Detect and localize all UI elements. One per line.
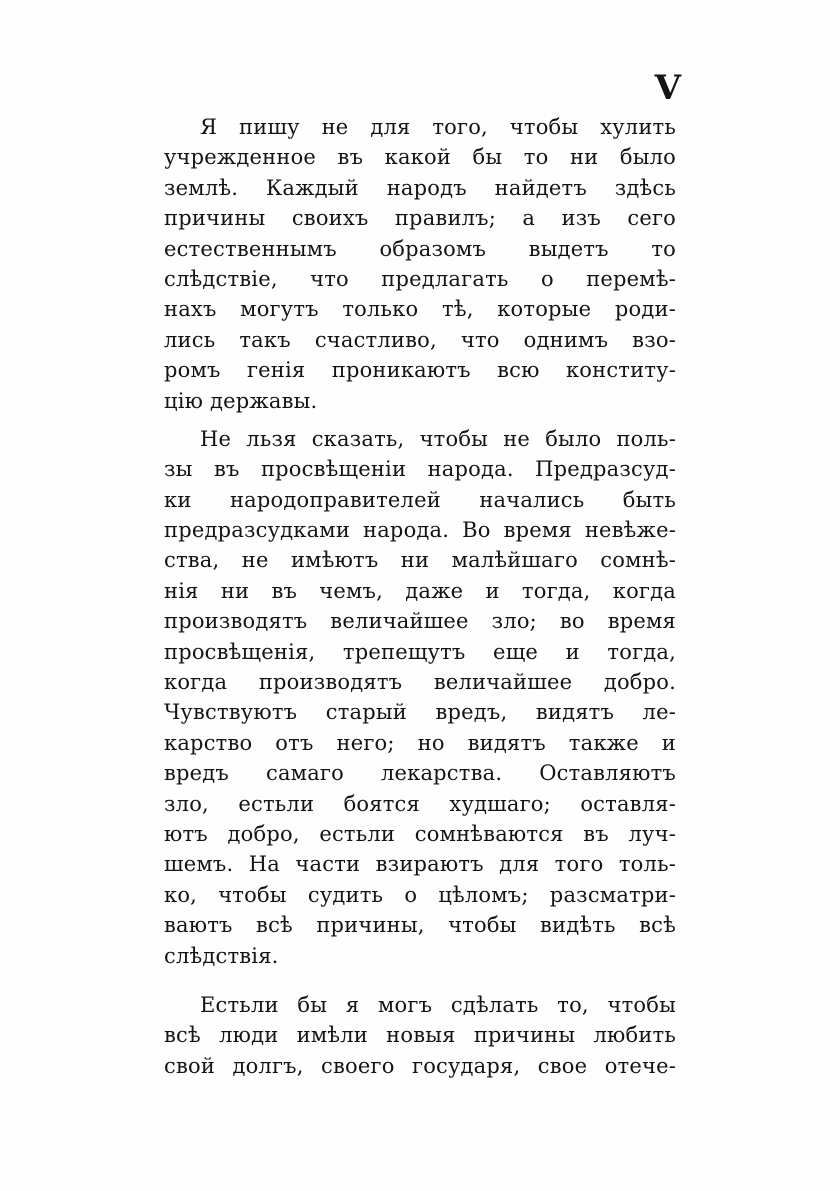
text-line: всѣ люди имѣли новыя причины любить <box>164 1023 676 1048</box>
text-line: цію державы. <box>164 388 318 413</box>
text-line: свой долгъ, своего государя, свое отече- <box>164 1053 676 1078</box>
text-line: Естьли бы я могъ сдѣлать то, чтобы <box>200 992 676 1017</box>
page-number: V <box>654 68 681 108</box>
text-line: ки народоправителей начались быть <box>164 487 676 512</box>
text-line: вредъ самаго лекарства. Оставляютъ <box>164 761 676 786</box>
text-line: ства, не имѣютъ ни малѣйшаго сомнѣ- <box>164 548 676 573</box>
text-line: просвѣщенія, трепещутъ еще и тогда, <box>164 639 676 664</box>
text-line: причины своихъ правилъ; а изъ сего <box>164 206 676 231</box>
text-line: Не льзя сказать, чтобы не было поль- <box>200 426 676 451</box>
paragraph-3 <box>164 990 676 1081</box>
text-line: ко, чтобы судить о цѣломъ; разсматри- <box>164 882 676 907</box>
text-line: Я пишу не для того, чтобы хулить <box>200 115 676 139</box>
text-line: зы въ просвѣщеніи народа. Предразсуд- <box>164 457 676 482</box>
text-line: ромъ генія проникаютъ всю конститу- <box>164 358 676 383</box>
paragraph-2 <box>164 424 676 971</box>
text-line: землѣ. Каждый народъ найдетъ здѣсь <box>164 175 676 200</box>
text-line: слѣдствія. <box>164 943 279 968</box>
text-line: когда производятъ величайшее добро. <box>164 670 676 695</box>
text-line: предразсудками народа. Во время невѣже- <box>164 518 676 543</box>
text-line: учрежденное въ какой бы то ни было <box>164 145 676 170</box>
text-line: производятъ величайшее зло; во время <box>164 609 676 634</box>
text-line: шемъ. На части взираютъ для того толь- <box>164 852 676 877</box>
text-line: естественнымъ образомъ выдетъ то <box>164 236 676 261</box>
text-line: Чувствуютъ старый вредъ, видятъ ле- <box>164 700 676 725</box>
body-text <box>164 112 676 1081</box>
text-line: лись такъ счастливо, что однимъ взо- <box>164 327 676 352</box>
text-line: нахъ могутъ только тѣ, которые роди- <box>164 297 676 322</box>
text-line: карство отъ него; но видятъ также и <box>164 730 676 755</box>
text-line: ваютъ всѣ причины, чтобы видѣть всѣ <box>164 913 676 938</box>
text-line: ютъ добро, естьли сомнѣваются въ луч- <box>164 821 676 846</box>
text-line: нія ни въ чемъ, даже и тогда, когда <box>164 578 676 603</box>
text-line: слѣдствіе, что предлагать о перемѣ- <box>164 266 676 291</box>
text-line: зло, естьли боятся худшаго; оставля- <box>164 791 676 816</box>
paragraph-1 <box>164 112 676 416</box>
